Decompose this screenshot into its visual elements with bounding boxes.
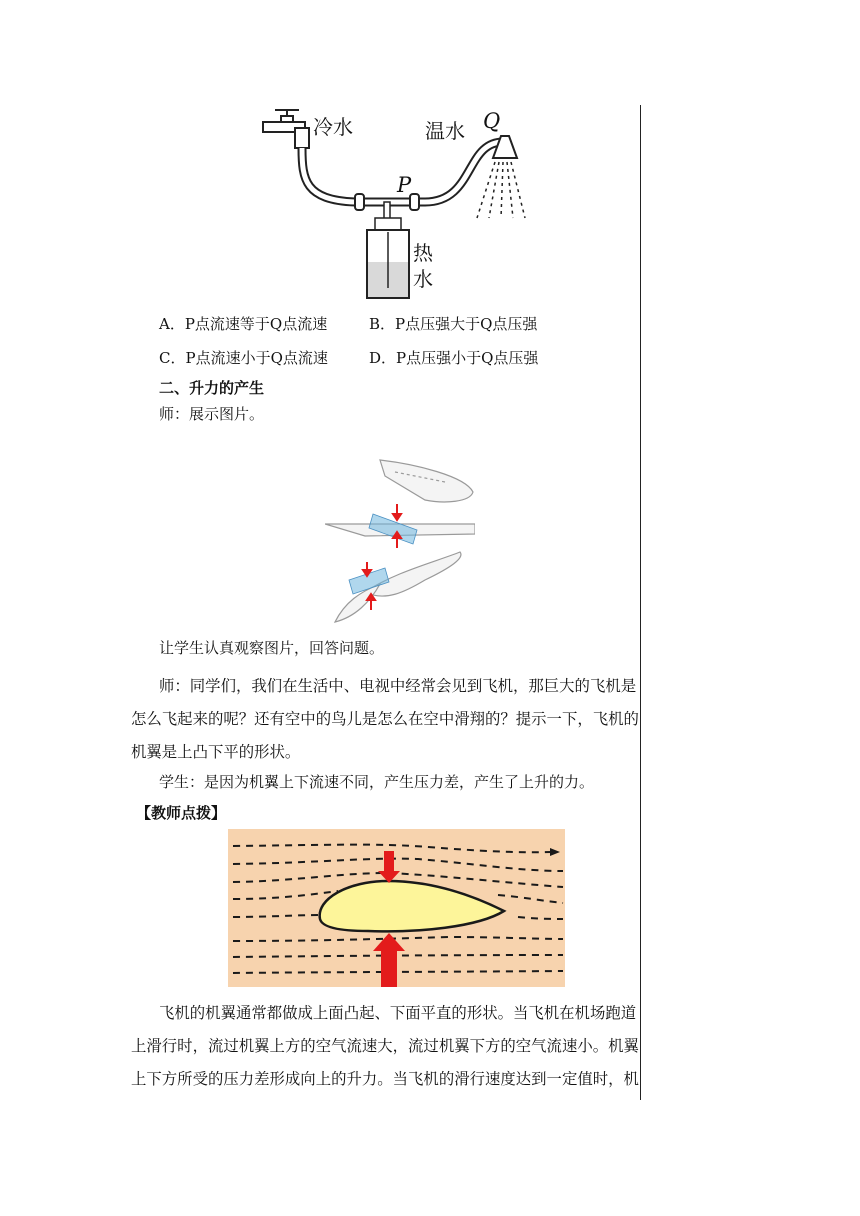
- teacher-tip-heading: 【教师点拨】: [136, 804, 227, 822]
- label-hot-2: 水: [413, 267, 433, 291]
- explain-line-1: 飞机的机翼通常都做成上面凸起、下面平直的形状。当飞机在机场跑道: [159, 1004, 637, 1022]
- label-q: Q: [483, 109, 501, 133]
- option-d: D．P点压强小于Q点压强: [369, 349, 539, 367]
- label-p: P: [397, 173, 412, 197]
- student-answer: 学生：是因为机翼上下流速不同，产生压力差，产生了上升的力。: [159, 773, 595, 791]
- label-hot-1: 热: [413, 241, 433, 265]
- option-c: C．P点流速小于Q点流速: [159, 349, 328, 367]
- airfoil-streamline-figure: [228, 829, 565, 987]
- teacher-show-line: 师：展示图片。: [159, 405, 265, 423]
- explain-line-2: 上滑行时，流过机翼上方的空气流速大，流过机翼下方的空气流速小。机翼: [131, 1037, 639, 1055]
- section-heading: 二、升力的产生: [159, 379, 265, 397]
- faucet-icon: [263, 110, 309, 148]
- plane-bird-wing-figure: [325, 452, 475, 630]
- page-column-rule: [640, 105, 641, 1100]
- teacher-question-line-2: 怎么飞起来的呢？还有空中的鸟儿是怎么在空中滑翔的？提示一下，飞机的: [131, 710, 639, 728]
- hot-water-bottle-icon: [367, 218, 409, 298]
- label-cold-water: 冷水: [313, 115, 353, 139]
- option-a: A．P点流速等于Q点流速: [159, 315, 328, 333]
- water-pipe-figure: [255, 100, 545, 305]
- option-b: B．P点压强大于Q点压强: [369, 315, 538, 333]
- label-warm-water: 温水: [425, 119, 465, 143]
- observe-line: 让学生认真观察图片，回答问题。: [159, 639, 385, 657]
- teacher-question-line-1: 师：同学们，我们在生活中、电视中经常会见到飞机，那巨大的飞机是: [159, 677, 637, 695]
- teacher-question-line-3: 机翼是上凸下平的形状。: [131, 743, 301, 761]
- explain-line-3: 上下方所受的压力差形成向上的升力。当飞机的滑行速度达到一定值时，机: [131, 1070, 639, 1088]
